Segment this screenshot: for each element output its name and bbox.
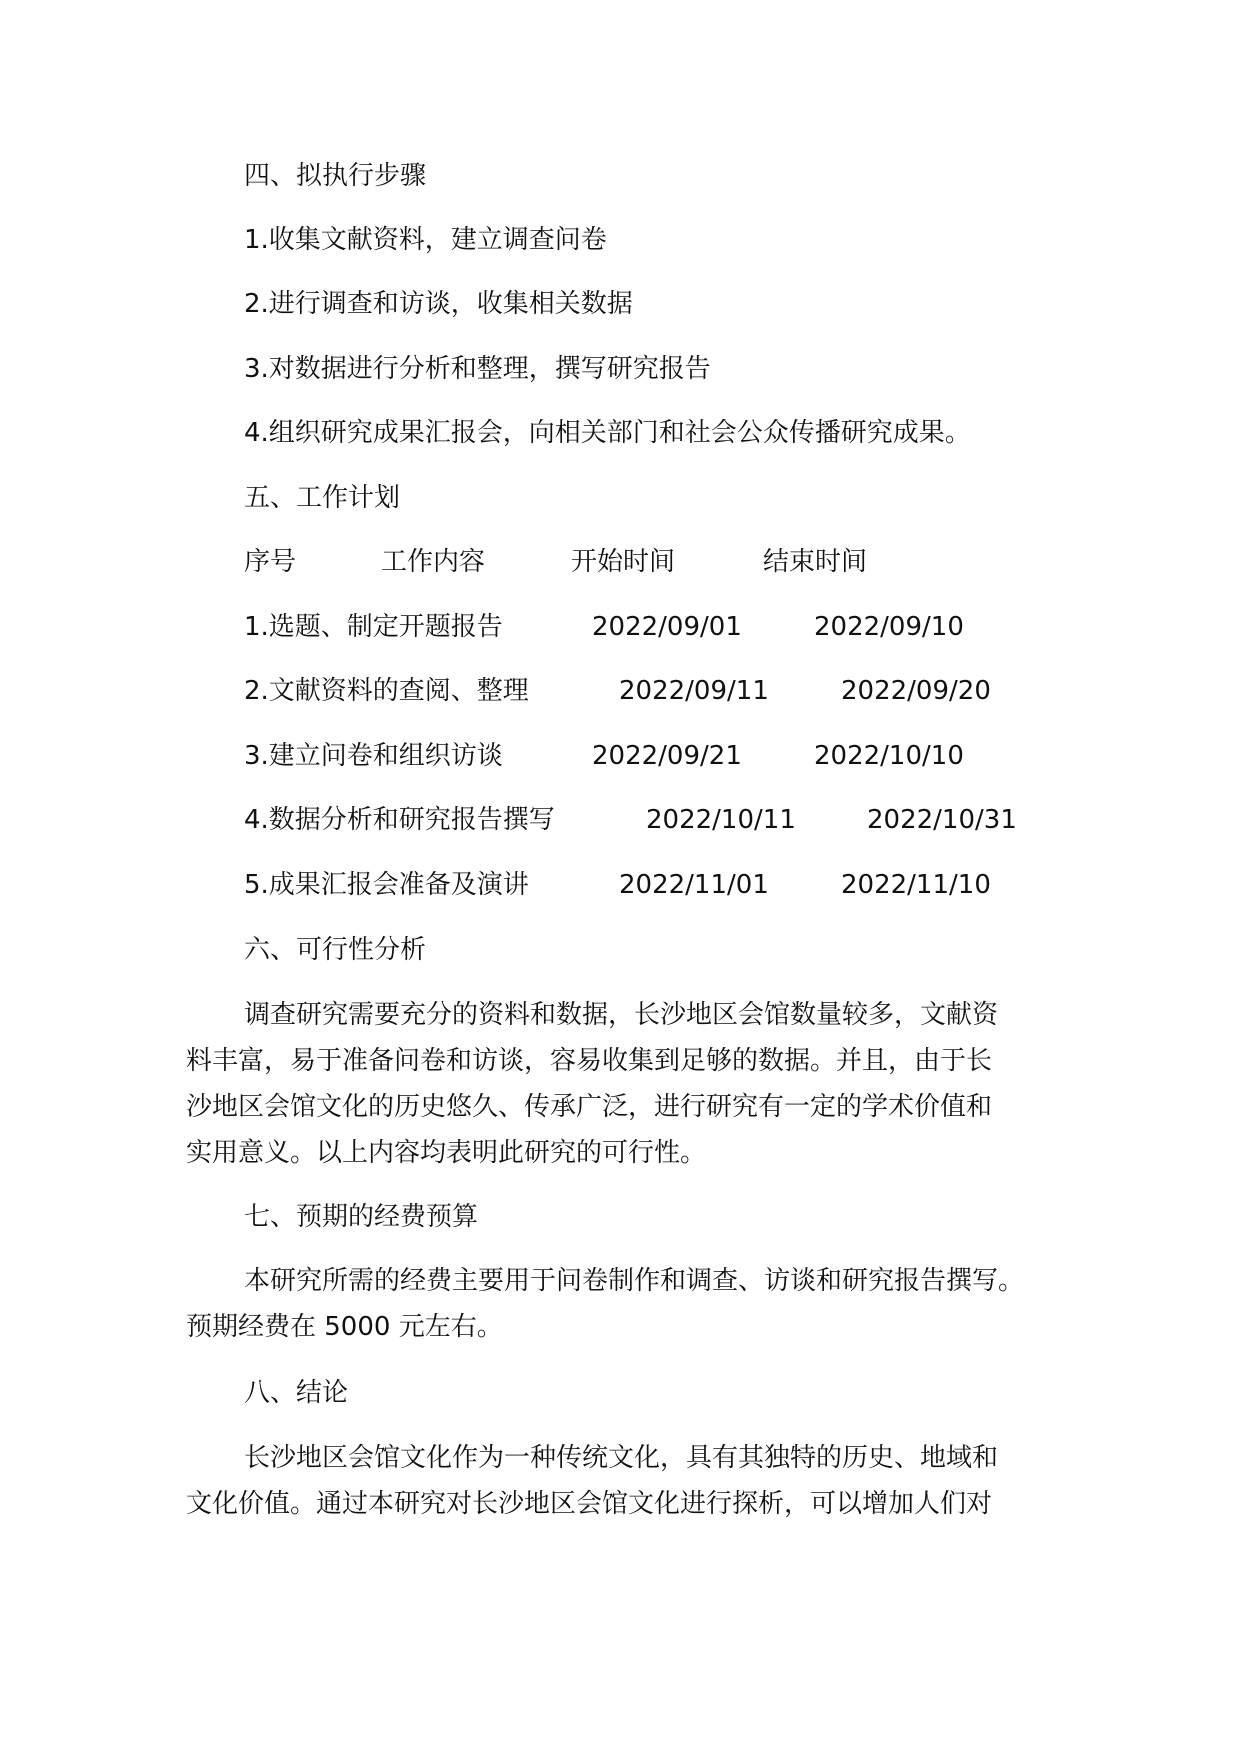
row-task: 2.文献资料的查阅、整理 — [244, 676, 529, 706]
paragraph-line: 长沙地区会馆文化作为一种传统文化，具有其独特的历史、地域和 — [244, 1443, 999, 1473]
row-end-date: 2022/09/20 — [841, 676, 991, 706]
row-start-date: 2022/09/01 — [592, 612, 742, 642]
conclusion-paragraph — [186, 1435, 1026, 1527]
section-heading-plan: 五、工作计划 — [244, 483, 401, 513]
row-end-date: 2022/09/10 — [814, 612, 964, 642]
paragraph-line: 本研究所需的经费主要用于问卷制作和调查、访谈和研究报告撰写。 — [244, 1266, 1025, 1296]
step-item: 1.收集文献资料，建立调查问卷 — [244, 225, 607, 255]
paragraph-line: 文化价值。通过本研究对长沙地区会馆文化进行探析，可以增加人们对 — [186, 1489, 993, 1519]
row-start-date: 2022/10/11 — [646, 805, 796, 835]
paragraph-line: 调查研究需要充分的资料和数据，长沙地区会馆数量较多，文献资 — [244, 1000, 999, 1030]
table-header-index: 序号 — [244, 547, 297, 577]
section-heading-conclusion: 八、结论 — [244, 1378, 349, 1408]
row-start-date: 2022/09/21 — [592, 741, 742, 771]
row-task: 5.成果汇报会准备及演讲 — [244, 870, 529, 900]
paragraph-line: 预期经费在 5000 元左右。 — [186, 1312, 503, 1342]
table-header-end: 结束时间 — [763, 547, 868, 577]
row-end-date: 2022/10/10 — [814, 741, 964, 771]
step-item: 4.组织研究成果汇报会，向相关部门和社会公众传播研究成果。 — [244, 418, 971, 448]
row-task: 1.选题、制定开题报告 — [244, 612, 503, 642]
row-task: 3.建立问卷和组织访谈 — [244, 741, 503, 771]
section-heading-feasibility: 六、可行性分析 — [244, 935, 427, 965]
section-heading-budget: 七、预期的经费预算 — [244, 1202, 479, 1232]
row-end-date: 2022/10/31 — [867, 805, 1017, 835]
row-task: 4.数据分析和研究报告撰写 — [244, 805, 555, 835]
budget-paragraph — [186, 1258, 1026, 1350]
section-heading-steps: 四、拟执行步骤 — [244, 161, 427, 191]
paragraph-line: 沙地区会馆文化的历史悠久、传承广泛，进行研究有一定的学术价值和 — [186, 1092, 993, 1122]
paragraph-line: 料丰富，易于准备问卷和访谈，容易收集到足够的数据。并且，由于长 — [186, 1046, 993, 1076]
step-item: 2.进行调查和访谈，收集相关数据 — [244, 289, 633, 319]
step-item: 3.对数据进行分析和整理，撰写研究报告 — [244, 354, 711, 384]
table-header-content: 工作内容 — [381, 547, 486, 577]
row-start-date: 2022/09/11 — [619, 676, 769, 706]
row-end-date: 2022/11/10 — [841, 870, 991, 900]
paragraph-line: 实用意义。以上内容均表明此研究的可行性。 — [186, 1138, 707, 1168]
table-header-start: 开始时间 — [571, 547, 676, 577]
row-start-date: 2022/11/01 — [619, 870, 769, 900]
feasibility-paragraph — [186, 992, 1026, 1176]
